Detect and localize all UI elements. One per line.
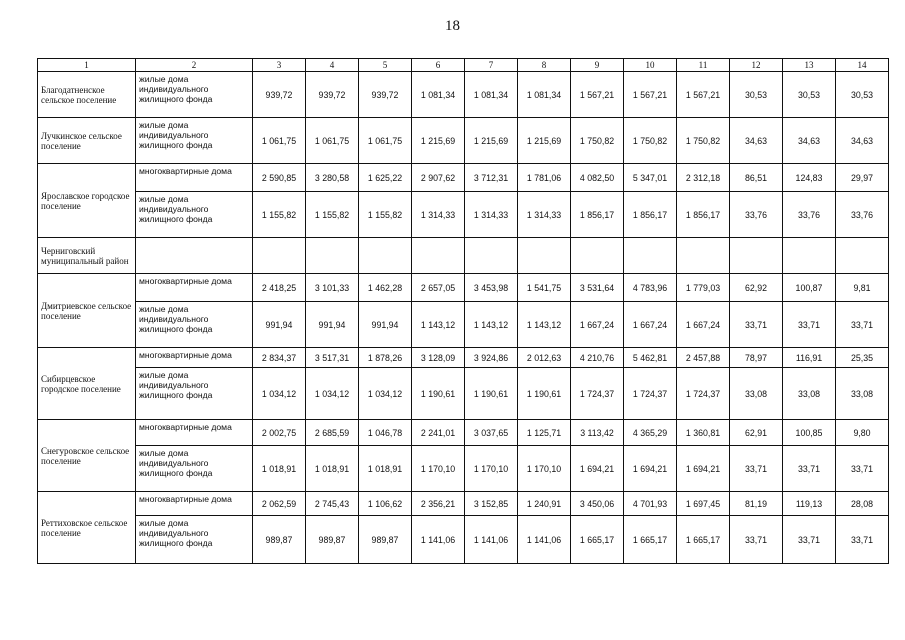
value-cell: 991,94 [253,302,306,348]
housing-type-cell: жилые дома индивидуального жилищного фонда [136,118,253,164]
value-cell: 1 170,10 [465,446,518,492]
value-cell: 1 625,22 [359,164,412,192]
value-cell: 9,80 [836,420,889,446]
value-cell: 5 347,01 [624,164,677,192]
value-cell: 1 667,24 [624,302,677,348]
value-cell: 3 280,58 [306,164,359,192]
column-number: 2 [136,59,253,72]
value-cell [624,238,677,274]
value-cell: 100,87 [783,274,836,302]
value-cell: 1 694,21 [624,446,677,492]
page-number: 18 [445,18,460,34]
value-cell: 989,87 [359,516,412,564]
value-cell: 2 062,59 [253,492,306,516]
value-cell: 2 312,18 [677,164,730,192]
value-cell: 33,76 [836,192,889,238]
value-cell: 2 002,75 [253,420,306,446]
value-cell: 1 750,82 [571,118,624,164]
value-cell: 33,08 [836,368,889,420]
column-number: 10 [624,59,677,72]
value-cell: 5 462,81 [624,348,677,368]
value-cell: 2 418,25 [253,274,306,302]
column-number: 13 [783,59,836,72]
value-cell: 4 701,93 [624,492,677,516]
column-number: 9 [571,59,624,72]
value-cell [518,238,571,274]
value-cell: 1 750,82 [677,118,730,164]
column-number: 1 [38,59,136,72]
value-cell: 2 590,85 [253,164,306,192]
value-cell: 1 781,06 [518,164,571,192]
value-cell: 1 856,17 [571,192,624,238]
column-number: 3 [253,59,306,72]
value-cell: 1 665,17 [571,516,624,564]
municipality-cell: Сибирцевское городское поселение [38,348,136,420]
value-cell: 1 567,21 [677,72,730,118]
municipality-cell: Реттиховское сельское поселение [38,492,136,564]
value-cell: 1 724,37 [624,368,677,420]
value-cell: 30,53 [730,72,783,118]
value-cell [412,238,465,274]
value-cell: 78,97 [730,348,783,368]
value-cell: 1 018,91 [253,446,306,492]
value-cell: 33,71 [783,446,836,492]
value-cell: 4 082,50 [571,164,624,192]
value-cell: 939,72 [306,72,359,118]
value-cell: 2 356,21 [412,492,465,516]
value-cell: 1 170,10 [412,446,465,492]
housing-type-cell: жилые дома индивидуального жилищного фонда [136,302,253,348]
value-cell: 124,83 [783,164,836,192]
value-cell: 34,63 [730,118,783,164]
housing-type-cell: многоквартирные дома [136,274,253,302]
value-cell: 3 924,86 [465,348,518,368]
value-cell: 1 314,33 [465,192,518,238]
value-cell: 33,71 [836,446,889,492]
value-cell: 33,71 [730,446,783,492]
value-cell: 1 856,17 [677,192,730,238]
value-cell: 33,76 [783,192,836,238]
value-cell: 1 567,21 [624,72,677,118]
value-cell: 1 141,06 [412,516,465,564]
value-cell: 1 106,62 [359,492,412,516]
value-cell: 81,19 [730,492,783,516]
value-cell: 1 081,34 [518,72,571,118]
value-cell: 4 210,76 [571,348,624,368]
value-cell: 1 034,12 [306,368,359,420]
value-cell: 989,87 [253,516,306,564]
column-number: 12 [730,59,783,72]
value-cell: 1 190,61 [465,368,518,420]
value-cell: 29,97 [836,164,889,192]
value-cell: 989,87 [306,516,359,564]
value-cell: 1 314,33 [518,192,571,238]
value-cell: 100,85 [783,420,836,446]
value-cell: 1 878,26 [359,348,412,368]
value-cell: 1 155,82 [253,192,306,238]
value-cell: 34,63 [783,118,836,164]
value-cell: 119,13 [783,492,836,516]
value-cell: 2 834,37 [253,348,306,368]
value-cell [306,238,359,274]
value-cell: 2 241,01 [412,420,465,446]
table-row [38,368,889,420]
table-row [38,516,889,564]
column-number: 6 [412,59,465,72]
housing-type-cell: многоквартирные дома [136,164,253,192]
value-cell: 33,71 [783,302,836,348]
value-cell [465,238,518,274]
housing-type-cell: жилые дома индивидуального жилищного фонда [136,516,253,564]
value-cell: 2 907,62 [412,164,465,192]
table-row [38,420,889,446]
municipality-cell: Снегуровское сельское поселение [38,420,136,492]
value-cell: 33,71 [730,516,783,564]
tariff-table [37,58,889,564]
value-cell: 1 360,81 [677,420,730,446]
value-cell: 1 694,21 [677,446,730,492]
value-cell [571,238,624,274]
value-cell: 1 667,24 [571,302,624,348]
value-cell: 2 457,88 [677,348,730,368]
value-cell: 1 061,75 [306,118,359,164]
value-cell: 25,35 [836,348,889,368]
value-cell: 1 724,37 [571,368,624,420]
municipality-cell: Лучкинское сельское поселение [38,118,136,164]
value-cell: 30,53 [783,72,836,118]
value-cell: 1 694,21 [571,446,624,492]
value-cell: 2 657,05 [412,274,465,302]
value-cell: 4 365,29 [624,420,677,446]
column-number: 11 [677,59,730,72]
value-cell: 991,94 [359,302,412,348]
value-cell: 1 462,28 [359,274,412,302]
value-cell: 1 034,12 [253,368,306,420]
value-cell: 3 712,31 [465,164,518,192]
value-cell [359,238,412,274]
table-row [38,238,889,274]
value-cell: 86,51 [730,164,783,192]
value-cell: 1 541,75 [518,274,571,302]
column-number: 14 [836,59,889,72]
value-cell: 1 215,69 [465,118,518,164]
value-cell: 1 018,91 [359,446,412,492]
municipality-cell: Черниговский муниципальный район [38,238,136,274]
value-cell: 1 046,78 [359,420,412,446]
value-cell: 1 034,12 [359,368,412,420]
housing-type-cell: жилые дома индивидуального жилищного фонда [136,192,253,238]
value-cell: 3 517,31 [306,348,359,368]
value-cell: 4 783,96 [624,274,677,302]
value-cell: 3 450,06 [571,492,624,516]
value-cell: 1 314,33 [412,192,465,238]
table-row [38,492,889,516]
value-cell: 1 170,10 [518,446,571,492]
value-cell: 991,94 [306,302,359,348]
value-cell [836,238,889,274]
value-cell: 28,08 [836,492,889,516]
value-cell: 33,08 [783,368,836,420]
housing-type-cell: жилые дома индивидуального жилищного фонда [136,368,253,420]
housing-type-cell: многоквартирные дома [136,348,253,368]
value-cell: 2 012,63 [518,348,571,368]
table-body [38,59,889,564]
value-cell [677,238,730,274]
value-cell: 34,63 [836,118,889,164]
value-cell: 1 665,17 [677,516,730,564]
value-cell: 1 190,61 [518,368,571,420]
value-cell [730,238,783,274]
value-cell: 3 113,42 [571,420,624,446]
value-cell: 1 240,91 [518,492,571,516]
value-cell: 9,81 [836,274,889,302]
value-cell [783,238,836,274]
column-number: 8 [518,59,571,72]
value-cell: 1 081,34 [412,72,465,118]
value-cell: 939,72 [253,72,306,118]
municipality-cell: Ярославское городское поселение [38,164,136,238]
value-cell: 3 128,09 [412,348,465,368]
value-cell: 2 685,59 [306,420,359,446]
value-cell: 3 453,98 [465,274,518,302]
value-cell: 3 101,33 [306,274,359,302]
value-cell [253,238,306,274]
value-cell: 1 215,69 [518,118,571,164]
value-cell: 939,72 [359,72,412,118]
housing-type-cell: многоквартирные дома [136,492,253,516]
value-cell: 3 037,65 [465,420,518,446]
value-cell: 1 667,24 [677,302,730,348]
header-row [38,59,889,72]
table-row [38,192,889,238]
value-cell: 33,76 [730,192,783,238]
value-cell: 62,92 [730,274,783,302]
municipality-cell: Благодатненское сельское поселение [38,72,136,118]
value-cell: 1 215,69 [412,118,465,164]
value-cell: 1 061,75 [359,118,412,164]
value-cell: 1 190,61 [412,368,465,420]
value-cell: 1 697,45 [677,492,730,516]
value-cell: 1 081,34 [465,72,518,118]
table-row [38,274,889,302]
value-cell: 1 143,12 [518,302,571,348]
value-cell: 1 155,82 [359,192,412,238]
value-cell: 33,71 [836,516,889,564]
municipality-cell: Дмитриевское сельское поселение [38,274,136,348]
value-cell: 1 141,06 [518,516,571,564]
value-cell: 1 018,91 [306,446,359,492]
value-cell: 1 567,21 [571,72,624,118]
value-cell: 1 143,12 [465,302,518,348]
value-cell: 62,91 [730,420,783,446]
value-cell: 1 143,12 [412,302,465,348]
value-cell: 1 779,03 [677,274,730,302]
value-cell: 1 125,71 [518,420,571,446]
table-row [38,72,889,118]
value-cell: 1 061,75 [253,118,306,164]
value-cell: 33,71 [836,302,889,348]
value-cell: 116,91 [783,348,836,368]
value-cell: 3 531,64 [571,274,624,302]
table-row [38,118,889,164]
value-cell: 1 665,17 [624,516,677,564]
value-cell: 1 155,82 [306,192,359,238]
value-cell: 33,71 [730,302,783,348]
housing-type-cell: жилые дома индивидуального жилищного фонда [136,446,253,492]
value-cell: 3 152,85 [465,492,518,516]
housing-type-cell: многоквартирные дома [136,420,253,446]
value-cell: 1 141,06 [465,516,518,564]
table-row [38,302,889,348]
housing-type-cell: жилые дома индивидуального жилищного фонда [136,72,253,118]
value-cell: 1 856,17 [624,192,677,238]
value-cell: 30,53 [836,72,889,118]
column-number: 7 [465,59,518,72]
table-row [38,164,889,192]
table-row [38,348,889,368]
column-number: 4 [306,59,359,72]
column-number: 5 [359,59,412,72]
housing-type-cell [136,238,253,274]
table-row [38,446,889,492]
value-cell: 1 750,82 [624,118,677,164]
value-cell: 1 724,37 [677,368,730,420]
value-cell: 2 745,43 [306,492,359,516]
value-cell: 33,08 [730,368,783,420]
value-cell: 33,71 [783,516,836,564]
